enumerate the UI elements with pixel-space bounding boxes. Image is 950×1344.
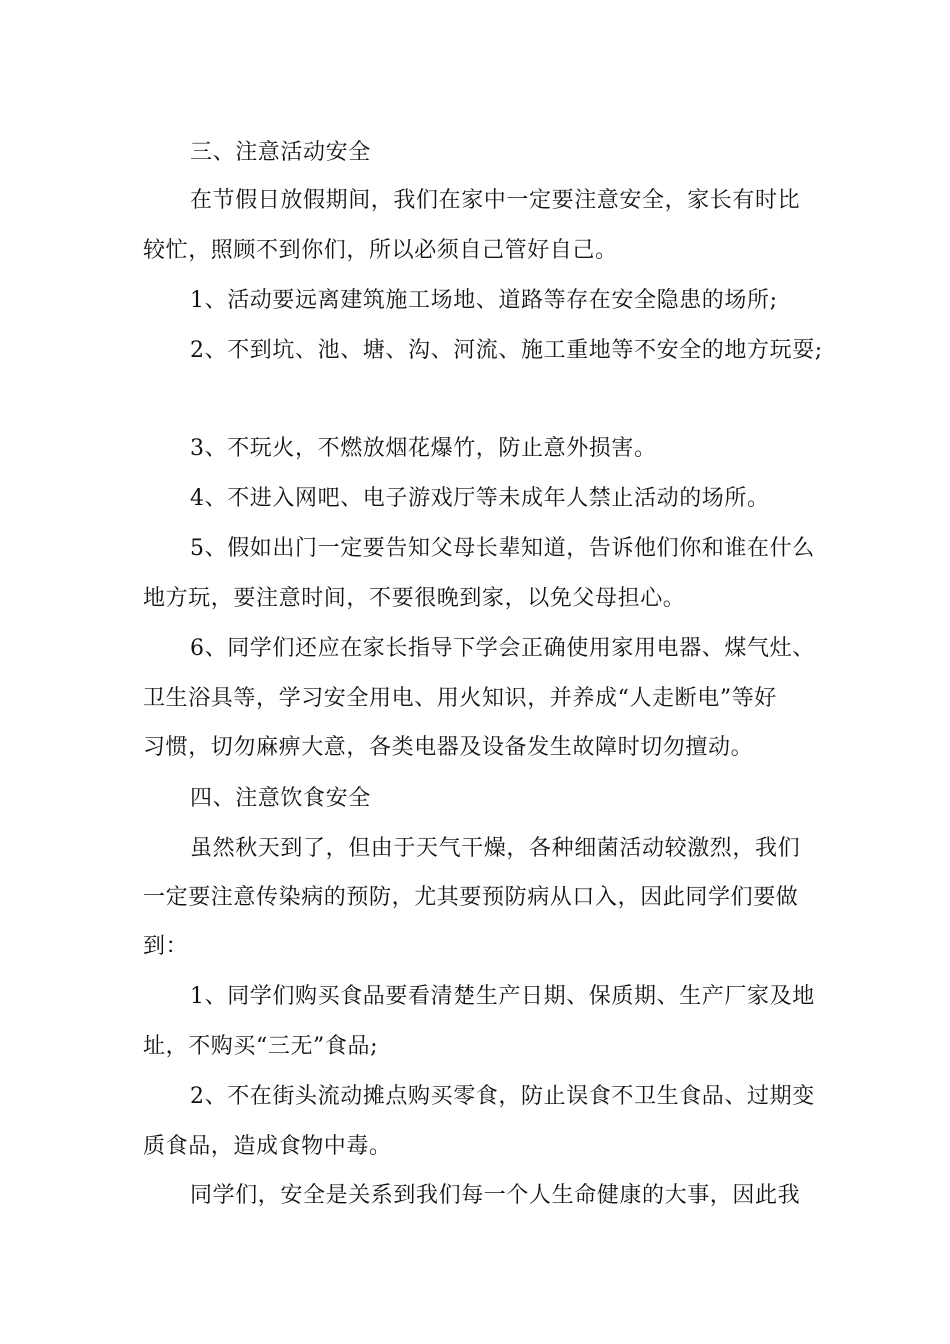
paragraph-line: 一定要注意传染病的预防，尤其要预防病从口入，因此同学们要做 bbox=[143, 885, 799, 910]
paragraph-line: 虽然秋天到了，但由于天气干燥，各种细菌活动较激烈，我们 bbox=[190, 836, 801, 861]
list-item-line: 2、不到坑、池、塘、沟、河流、施工重地等不安全的地方玩耍; bbox=[190, 338, 823, 363]
list-item-continuation: 质食品，造成食物中毒。 bbox=[143, 1134, 392, 1159]
paragraph-line: 在节假日放假期间，我们在家中一定要注意安全，家长有时比 bbox=[190, 188, 801, 213]
list-item-line: 4、不进入网吧、电子游戏厅等未成年人禁止活动的场所。 bbox=[190, 486, 770, 511]
list-item-line: 6、同学们还应在家长指导下学会正确使用家用电器、煤气灶、 bbox=[190, 636, 815, 661]
list-item-continuation: 址，不购买“三无”食品; bbox=[143, 1034, 379, 1059]
section-heading-food-safety: 四、注意饮食安全 bbox=[190, 786, 371, 811]
list-item-line: 3、不玩火，不燃放烟花爆竹，防止意外损害。 bbox=[190, 436, 657, 461]
paragraph-line: 较忙，照顾不到你们，所以必须自己管好自己。 bbox=[143, 238, 618, 263]
paragraph-line: 同学们，安全是关系到我们每一个人生命健康的大事，因此我 bbox=[190, 1183, 801, 1208]
list-item-line: 2、不在街头流动摊点购买零食，防止误食不卫生食品、过期变 bbox=[190, 1084, 815, 1109]
list-item-line: 5、假如出门一定要告知父母长辈知道，告诉他们你和谁在什么 bbox=[190, 536, 815, 561]
list-item-continuation: 习惯，切勿麻痹大意，各类电器及设备发生故障时切勿擅动。 bbox=[143, 735, 754, 760]
list-item-continuation: 卫生浴具等，学习安全用电、用火知识，并养成“人走断电”等好 bbox=[143, 686, 777, 711]
list-item-continuation: 地方玩，要注意时间，不要很晚到家，以免父母担心。 bbox=[143, 586, 686, 611]
list-item-line: 1、同学们购买食品要看清楚生产日期、保质期、生产厂家及地 bbox=[190, 984, 815, 1009]
list-item-line: 1、活动要远离建筑施工场地、道路等存在安全隐患的场所; bbox=[190, 288, 778, 313]
paragraph-line: 到： bbox=[143, 934, 189, 959]
section-heading-activity-safety: 三、注意活动安全 bbox=[190, 140, 371, 165]
